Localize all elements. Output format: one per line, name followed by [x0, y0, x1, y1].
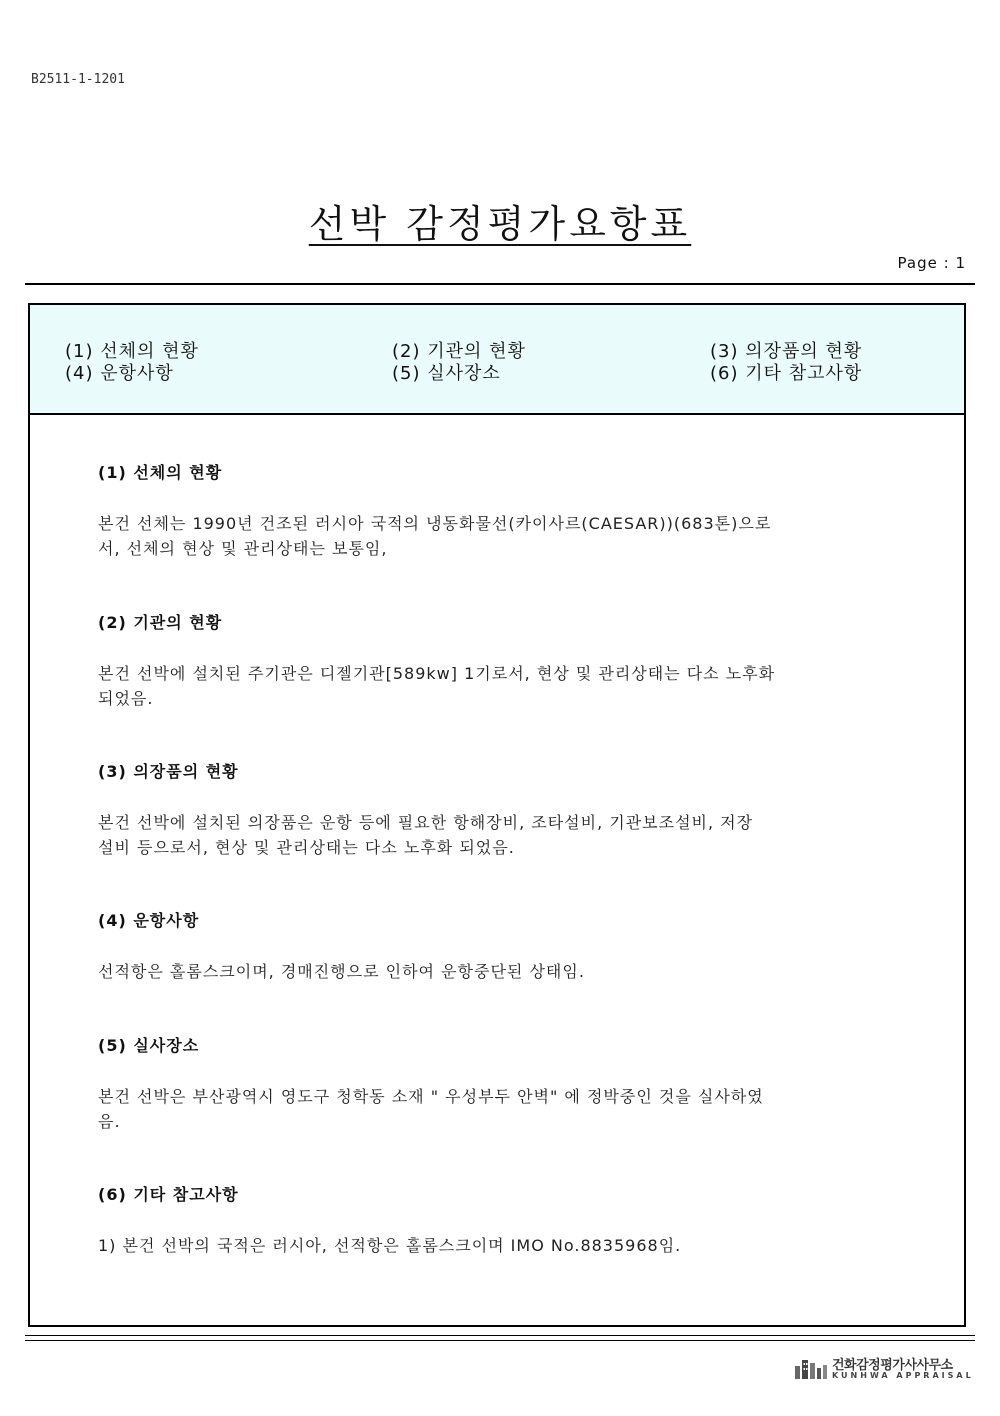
toc-item-hull: (1) 선체의 현황 [65, 341, 199, 362]
section-line: 본건 선박은 부산광역시 영도구 청학동 소재 " 우성부두 안벽" 에 정박중인 것을 실사하였 [98, 1087, 764, 1106]
top-divider [25, 283, 975, 285]
section-heading: (5) 실사장소 [98, 1036, 200, 1055]
section-text [98, 1233, 898, 1258]
content-frame [28, 303, 966, 1327]
section-inspection-site [98, 1033, 898, 1134]
company-logo [794, 1354, 974, 1384]
page-number: Page : 1 [897, 254, 966, 272]
section-text [98, 959, 898, 984]
section-line: 선적항은 홀롬스크이며, 경매진행으로 인하여 운항중단된 상태임. [98, 962, 585, 981]
section-text [98, 511, 898, 561]
section-line: 본건 선박에 설치된 주기관은 디젤기관[589kw] 1기로서, 현상 및 관리상태는 다소 노후화 [98, 664, 776, 683]
section-heading: (1) 선체의 현황 [98, 463, 223, 482]
section-engine [98, 610, 898, 711]
section-text [98, 810, 898, 860]
section-line: 본건 선박에 설치된 의장품은 운항 등에 필요한 항해장비, 조타설비, 기관보조설비, 저장 [98, 813, 754, 832]
document-id: B2511-1-1201 [31, 72, 125, 87]
section-line: 본건 선체는 1990년 건조된 러시아 국적의 냉동화물선(카이사르(CAESAR))(683톤)으로 [98, 514, 772, 533]
section-line: 되었음. [98, 689, 154, 708]
logo-korean-name: 건화감정평가사사무소 [832, 1358, 953, 1373]
table-of-contents [30, 305, 964, 415]
section-text [98, 1084, 898, 1134]
toc-item-outfitting: (3) 의장품의 현황 [710, 341, 863, 362]
section-line: 음. [98, 1112, 121, 1131]
toc-item-other-notes: (6) 기타 참고사항 [710, 363, 863, 384]
page-title [0, 193, 1000, 248]
section-heading: (3) 의장품의 현황 [98, 762, 239, 781]
page-title-text: 선박 감정평가요항표 [308, 202, 692, 247]
toc-item-operation: (4) 운항사항 [65, 363, 174, 384]
section-heading: (2) 기관의 현황 [98, 613, 223, 632]
section-line: 설비 등으로서, 현상 및 관리상태는 다소 노후화 되었음. [98, 838, 515, 857]
section-line: 서, 선체의 현상 및 관리상태는 보통임, [98, 539, 388, 558]
section-heading: (6) 기타 참고사항 [98, 1185, 239, 1204]
building-logo-icon [794, 1356, 828, 1380]
section-heading: (4) 운항사항 [98, 911, 200, 930]
bottom-divider [25, 1335, 975, 1336]
section-hull [98, 460, 898, 561]
section-text [98, 661, 898, 711]
toc-item-inspection-site: (5) 실사장소 [392, 363, 501, 384]
toc-item-engine: (2) 기관의 현황 [392, 341, 526, 362]
logo-english-name: KUNHWA APPRAISAL [832, 1371, 974, 1380]
section-operation [98, 908, 898, 984]
section-outfitting [98, 759, 898, 860]
bottom-divider-double [25, 1340, 975, 1341]
section-other-notes [98, 1182, 898, 1258]
section-line: 1) 본건 선박의 국적은 러시아, 선적항은 홀롬스크이며 IMO No.8835968임. [98, 1236, 682, 1255]
